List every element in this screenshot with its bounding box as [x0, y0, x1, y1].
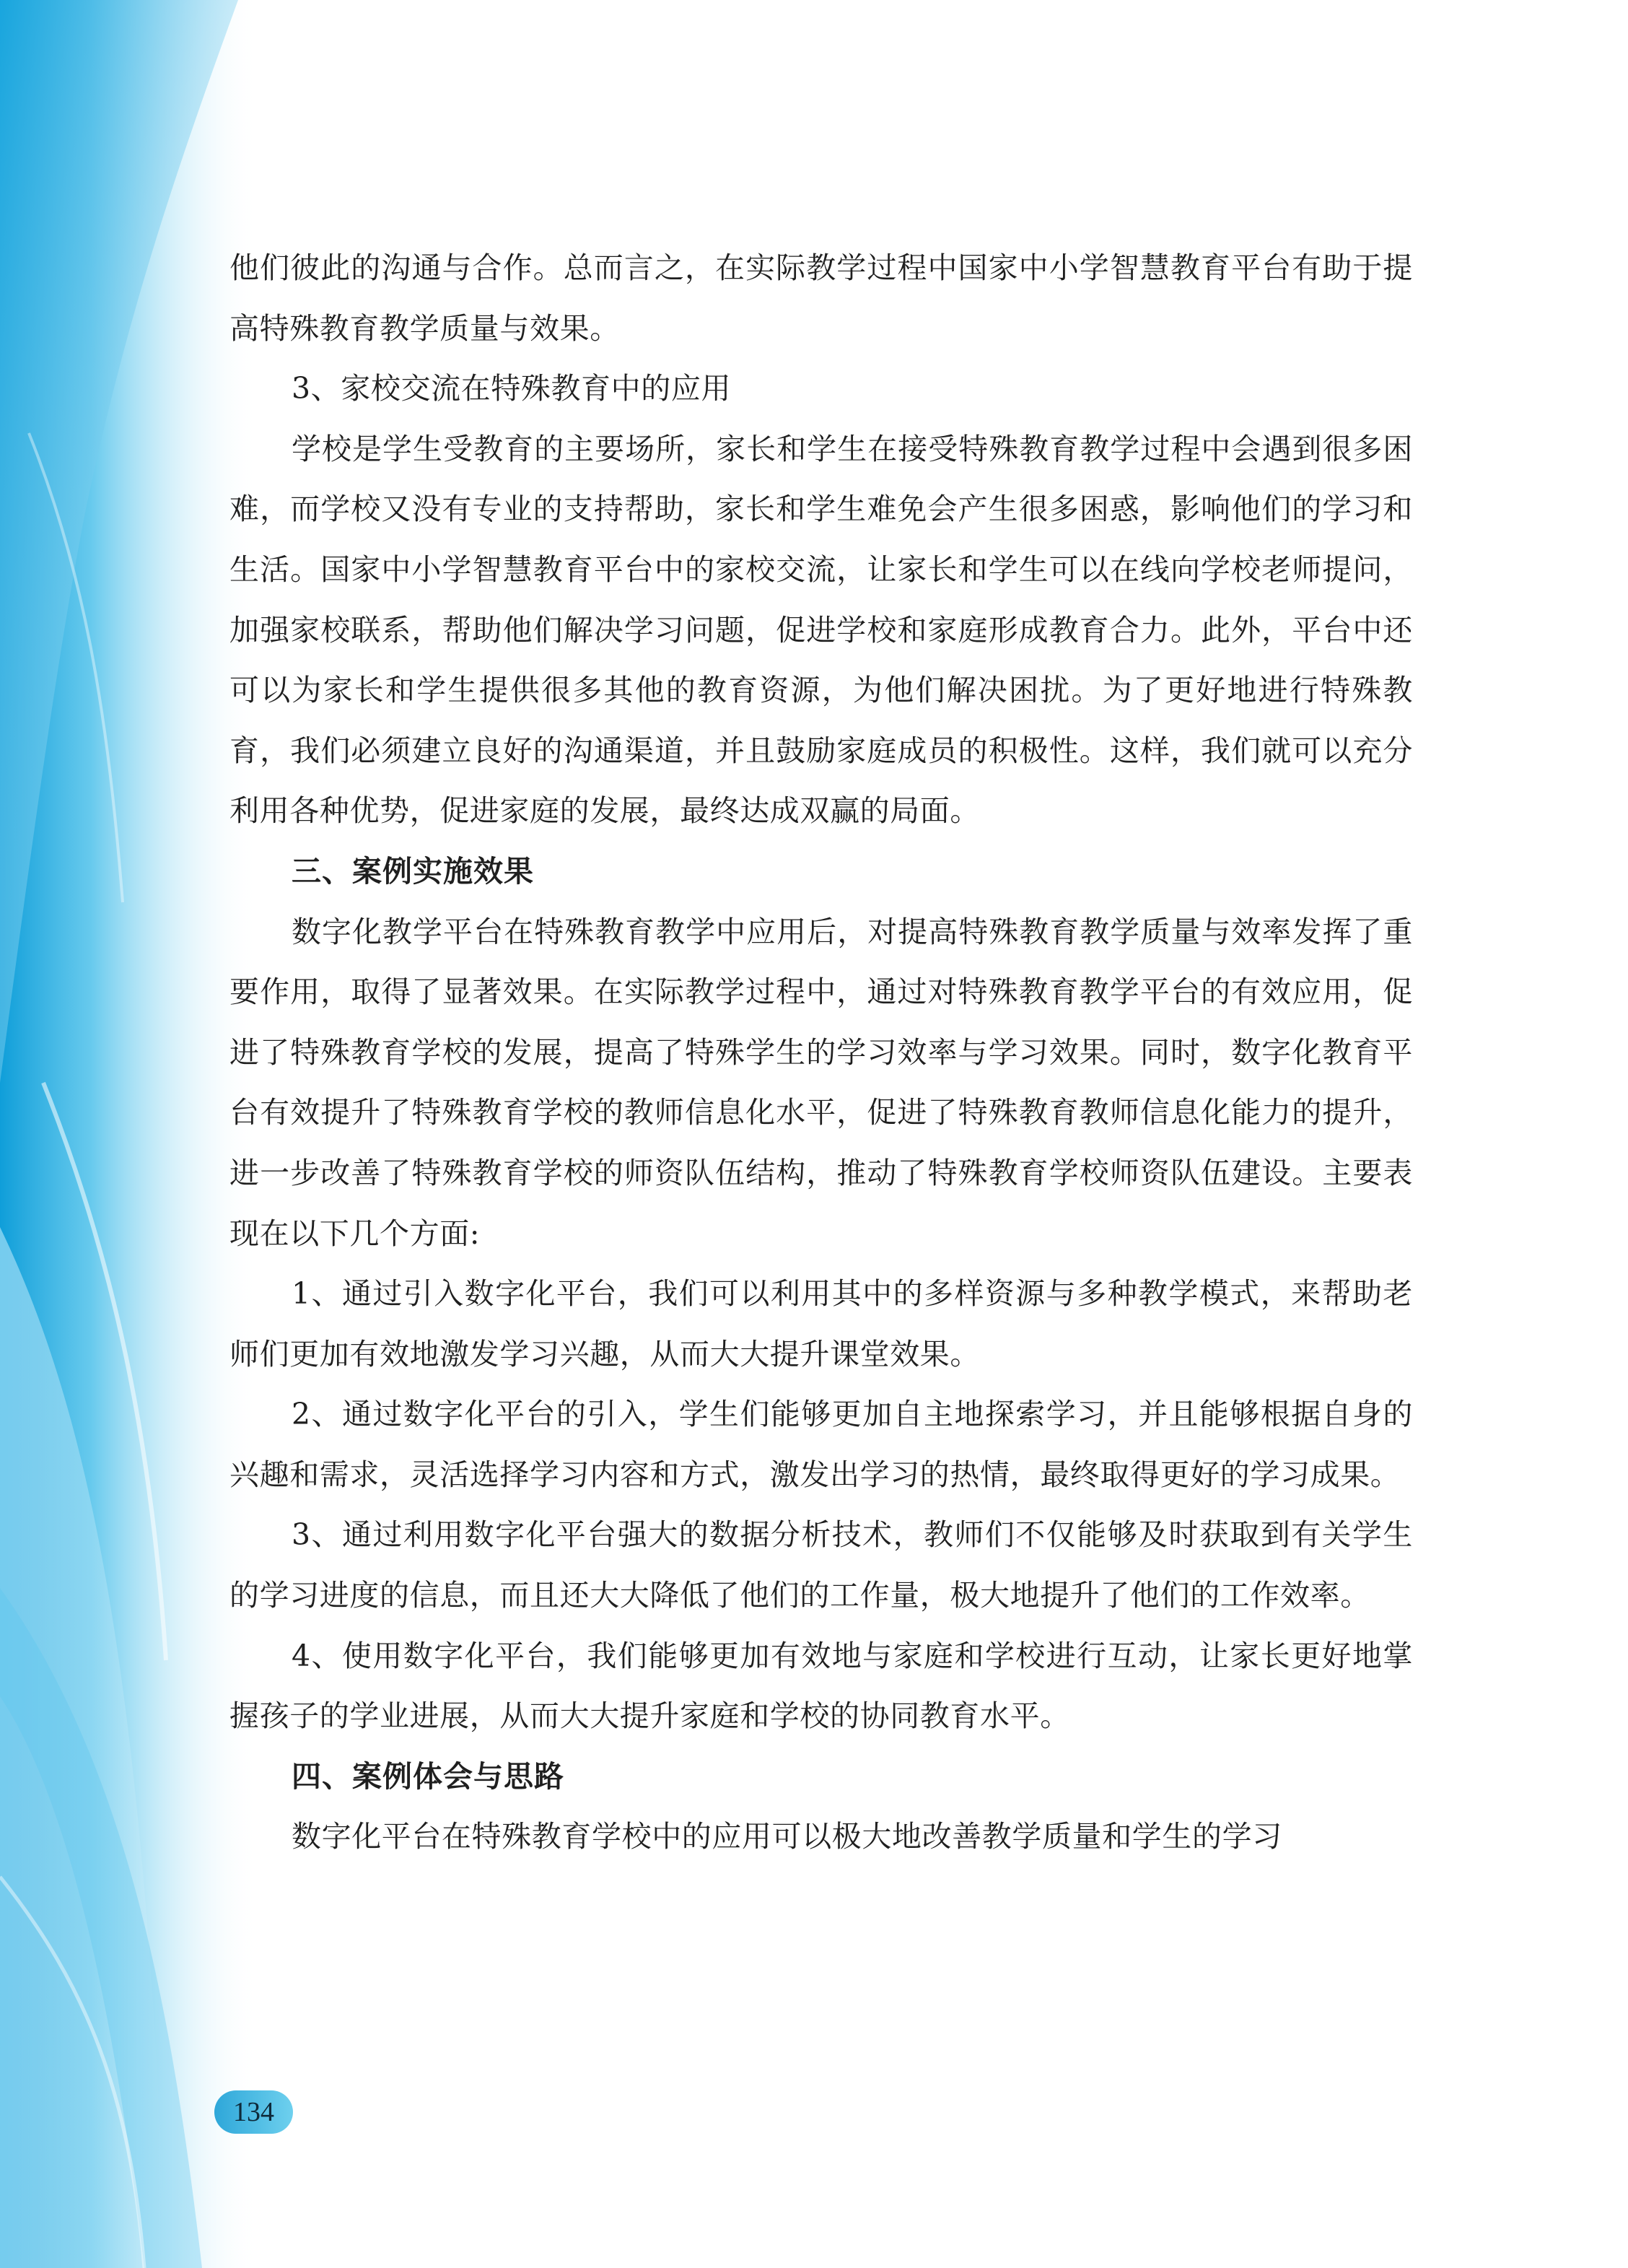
subheading-home-school-communication: 3、家校交流在特殊教育中的应用 — [292, 371, 732, 406]
page-body — [229, 238, 1413, 1867]
section-heading-reflections: 四、案例体会与思路 — [292, 1758, 564, 1794]
paragraph-continuation: 他们彼此的沟通与合作。总而言之，在实际教学过程中国家中小学智慧教育平台有助于提高特殊教育教学质量与效果。 — [229, 250, 1413, 346]
section-heading-implementation-effect: 三、案例实施效果 — [292, 853, 534, 889]
paragraph-implementation-effect: 数字化教学平台在特殊教育教学中应用后，对提高特殊教育教学质量与效率发挥了重要作用，取得了显著效果。在实际教学过程中，通过对特殊教育教学平台的有效应用，促进了特殊教育学校的发展，提高了特殊学生的学习效率与学习效果。同时，数字化教育平台有效提升了特殊教育学校的教师信息化水平，促进了特殊教育教师信息化能力的提升，进一步改善了特殊教育学校的师资队伍结构，推动了特殊教育学校师资队伍建设。主要表现在以下几个方面: — [229, 914, 1413, 1251]
paragraph-reflections: 数字化平台在特殊教育学校中的应用可以极大地改善教学质量和学生的学习 — [292, 1819, 1282, 1854]
list-item-4: 4、使用数字化平台，我们能够更加有效地与家庭和学校进行互动，让家长更好地掌握孩子的学业进展，从而大大提升家庭和学校的协同教育水平。 — [229, 1638, 1413, 1734]
list-item-1: 1、通过引入数字化平台，我们可以利用其中的多样资源与多种教学模式，来帮助老师们更加有效地激发学习兴趣，从而大大提升课堂效果。 — [229, 1276, 1413, 1371]
list-item-2: 2、通过数字化平台的引入，学生们能够更加自主地探索学习，并且能够根据自身的兴趣和需求，灵活选择学习内容和方式，激发出学习的热情，最终取得更好的学习成果。 — [229, 1397, 1413, 1492]
paragraph-home-school-communication: 学校是学生受教育的主要场所，家长和学生在接受特殊教育教学过程中会遇到很多困难，而学校又没有专业的支持帮助，家长和学生难免会产生很多困惑，影响他们的学习和生活。国家中小学智慧教育平台中的家校交流，让家长和学生可以在线向学校老师提问，加强家校联系，帮助他们解决学习问题，促进学校和家庭形成教育合力。此外，平台中还可以为家长和学生提供很多其他的教育资源，为他们解决困扰。为了更好地进行特殊教育，我们必须建立良好的沟通渠道，并且鼓励家庭成员的积极性。这样，我们就可以充分利用各种优势，促进家庭的发展，最终达成双赢的局面。 — [229, 431, 1413, 829]
list-item-3: 3、通过利用数字化平台强大的数据分析技术，教师们不仅能够及时获取到有关学生的学习进度的信息，而且还大大降低了他们的工作量，极大地提升了他们的工作效率。 — [229, 1517, 1413, 1613]
page-number-badge: 134 — [214, 2090, 293, 2134]
